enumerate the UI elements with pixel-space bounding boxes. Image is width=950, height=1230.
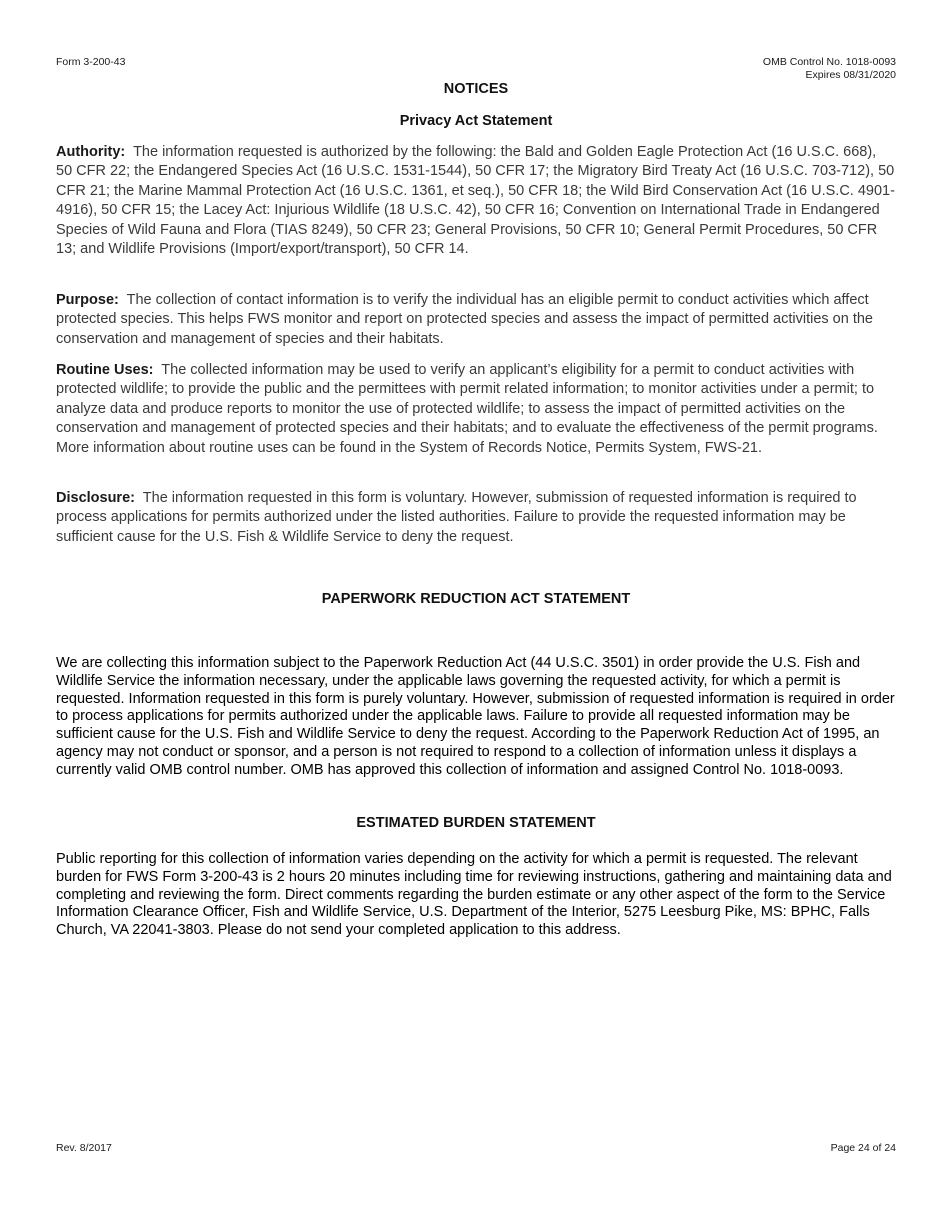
privacy-act-title: Privacy Act Statement [399, 113, 553, 129]
page-number: Page 24 of 24 [830, 1142, 896, 1154]
burden-statement-paragraph: Public reporting for this collection of information varies depending on the activity for which a permit is requested. The relevant burden for FWS Form 3-200-43 is 2 hours 20 minutes including time for reviewing instructions, gathering and maintaining data and completing and reviewing the form. Direct comments regarding the burden estimate or any other aspect of the form to the Service Information Clearance Officer, Fish and Wildlife Service, U.S. Department of the Interior, 5275 Leesburg Pike, MS: BPHC, Falls Church, VA 22041-3803. Please do not send your completed application to this address. [56, 851, 892, 939]
form-number: Form 3-200-43 [56, 56, 126, 68]
authority-paragraph [56, 143, 896, 259]
omb-control-number: OMB Control No. 1018-0093 [762, 56, 896, 68]
purpose-paragraph [56, 291, 896, 349]
disclosure-label: Disclosure: [56, 490, 135, 506]
paperwork-reduction-paragraph: We are collecting this information subject to the Paperwork Reduction Act (44 U.S.C. 3501) in order provide the U.S. Fish and Wildlife Service the information necessary, under the applicable laws governing the requested activity, for which a permit is requested. Information requested in this form is purely voluntary. However, submission of requested information is required in order to process applications for permits authorized under the applicable laws. Failure to provide all requested information may be sufficient cause for the U.S. Fish and Wildlife Service to deny the request. According to the Paperwork Reduction Act of 1995, an agency may not conduct or sponsor, and a person is not required to respond to a collection of information unless it displays a currently valid OMB control number. OMB has approved this collection of information and assigned Control No. 1018-0093. [56, 655, 895, 778]
document-page [56, 0, 896, 1230]
routine-uses-text: The collected information may be used to verify an applicant’s eligibility for a permit to conduct activities with protected wildlife; to provide the public and the permittees with permit related information; to monitor activities under a permit; to analyze data and produce reports to monitor the use of protected wildlife; to assess the impact of permitted activities on the conservation and management of protected species and their habitats; and to evaluate the effectiveness of the permit programs. More information about routine uses can be found in the System of Records Notice, Permits System, FWS-21. [56, 362, 878, 456]
omb-info [763, 56, 896, 82]
routine-uses-label: Routine Uses: [56, 362, 154, 378]
paperwork-reduction-title: PAPERWORK REDUCTION ACT STATEMENT [321, 591, 631, 607]
burden-statement-title: ESTIMATED BURDEN STATEMENT [356, 815, 596, 831]
authority-text: The information requested is authorized by the following: the Bald and Golden Eagle Protection Act (16 U.S.C. 668), 50 CFR 22; the Endangered Species Act (16 U.S.C. 1531-1544), 50 CFR 17; the Migratory Bird Treaty Act (16 U.S.C. 703-712), 50 CFR 21; the Marine Mammal Protection Act (16 U.S.C. 1361, et seq.), 50 CFR 18; the Wild Bird Conservation Act (16 U.S.C. 4901-4916), 50 CFR 15; the Lacey Act: Injurious Wildlife (18 U.S.C. 42), 50 CFR 16; Convention on International Trade in Endangered Species of Wild Fauna and Flora (TIAS 8249), 50 CFR 23; General Provisions, 50 CFR 10; General Permit Procedures, 50 CFR 13; and Wildlife Provisions (Import/export/transport), 50 CFR 14. [56, 144, 895, 258]
notices-title: NOTICES [443, 81, 509, 97]
routine-uses-paragraph [56, 361, 896, 458]
disclosure-text: The information requested in this form is voluntary. However, submission of requested information is required to process applications for permits authorized under the listed authorities. Failure to provide the requested information may be sufficient cause for the U.S. Fish & Wildlife Service to deny the request. [56, 490, 857, 545]
purpose-text: The collection of contact information is to verify the individual has an eligible permit to conduct activities which affect protected species. This helps FWS monitor and report on protected species and assess the impact of permitted activities on the conservation and management of species and their habitats. [56, 292, 873, 347]
revision-date: Rev. 8/2017 [56, 1142, 112, 1154]
purpose-label: Purpose: [56, 292, 119, 308]
disclosure-paragraph [56, 489, 896, 547]
expiration-date: Expires 08/31/2020 [805, 69, 896, 81]
authority-label: Authority: [56, 144, 126, 160]
